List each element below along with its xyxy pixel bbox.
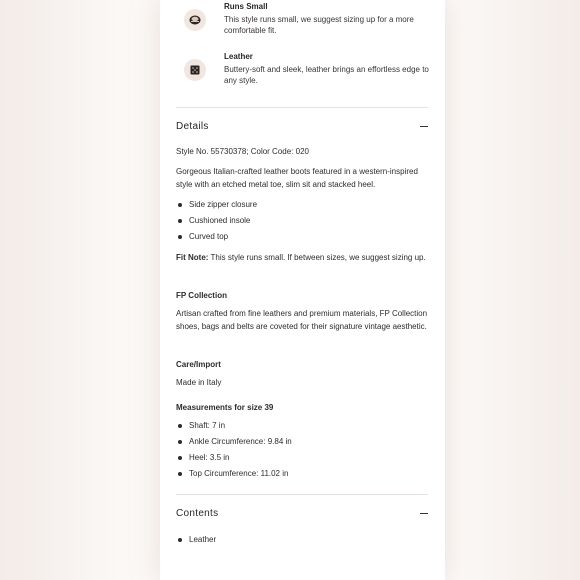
bullet-dot <box>178 219 182 223</box>
measurement-item: Heel: 3.5 in <box>189 453 230 462</box>
tape-measure-icon <box>184 9 206 31</box>
feature-bullet: Curved top <box>189 232 229 241</box>
care-heading: Care/Import <box>176 360 221 369</box>
collapse-minus-icon[interactable] <box>420 513 428 514</box>
collection-heading: FP Collection <box>176 291 227 300</box>
fit-note-text: This style runs small. If between sizes, we suggest sizing up. <box>208 253 426 262</box>
care-text: Made in Italy <box>176 378 222 387</box>
feature-title: Runs Small <box>224 2 268 11</box>
feature-title: Leather <box>224 52 253 61</box>
feature-bullet: Side zipper closure <box>189 200 258 209</box>
leather-swatch-icon <box>184 59 206 81</box>
measurements-heading: Measurements for size 39 <box>176 403 274 412</box>
bullet-dot <box>178 456 182 460</box>
collection-text: Artisan crafted from fine leathers and premium materials, FP Collection shoes, bags and belts are coveted for their signature vintage aesthetic. <box>176 309 428 331</box>
details-accordion-title[interactable]: Details <box>176 121 209 132</box>
fit-note-label: Fit Note: <box>176 253 209 262</box>
contents-item: Leather <box>189 535 217 544</box>
style-number: Style No. 55730378; Color Code: 020 <box>176 147 309 156</box>
bullet-dot <box>178 538 182 542</box>
divider <box>176 107 428 108</box>
bullet-dot <box>178 203 182 207</box>
bullet-dot <box>178 235 182 239</box>
bullet-dot <box>178 440 182 444</box>
product-description: Gorgeous Italian-crafted leather boots featured in a western-inspired style with an etched metal toe, slim sit and stacked heel. <box>176 167 418 189</box>
feature-bullet: Cushioned insole <box>189 216 251 225</box>
bullet-dot <box>178 472 182 476</box>
feature-description: This style runs small, we suggest sizing up for a more comfortable fit. <box>224 15 414 35</box>
fit-note <box>176 251 428 264</box>
divider <box>176 494 428 495</box>
bullet-dot <box>178 424 182 428</box>
measurement-item: Top Circumference: 11.02 in <box>189 469 289 478</box>
feature-description: Buttery-soft and sleek, leather brings an effortless edge to any style. <box>224 65 429 85</box>
feature-runs-small <box>176 0 436 40</box>
measurement-item: Ankle Circumference: 9.84 in <box>189 437 292 446</box>
measurement-item: Shaft: 7 in <box>189 421 226 430</box>
collapse-minus-icon[interactable] <box>420 126 428 127</box>
feature-leather <box>176 50 436 90</box>
contents-accordion-title[interactable]: Contents <box>176 508 219 519</box>
